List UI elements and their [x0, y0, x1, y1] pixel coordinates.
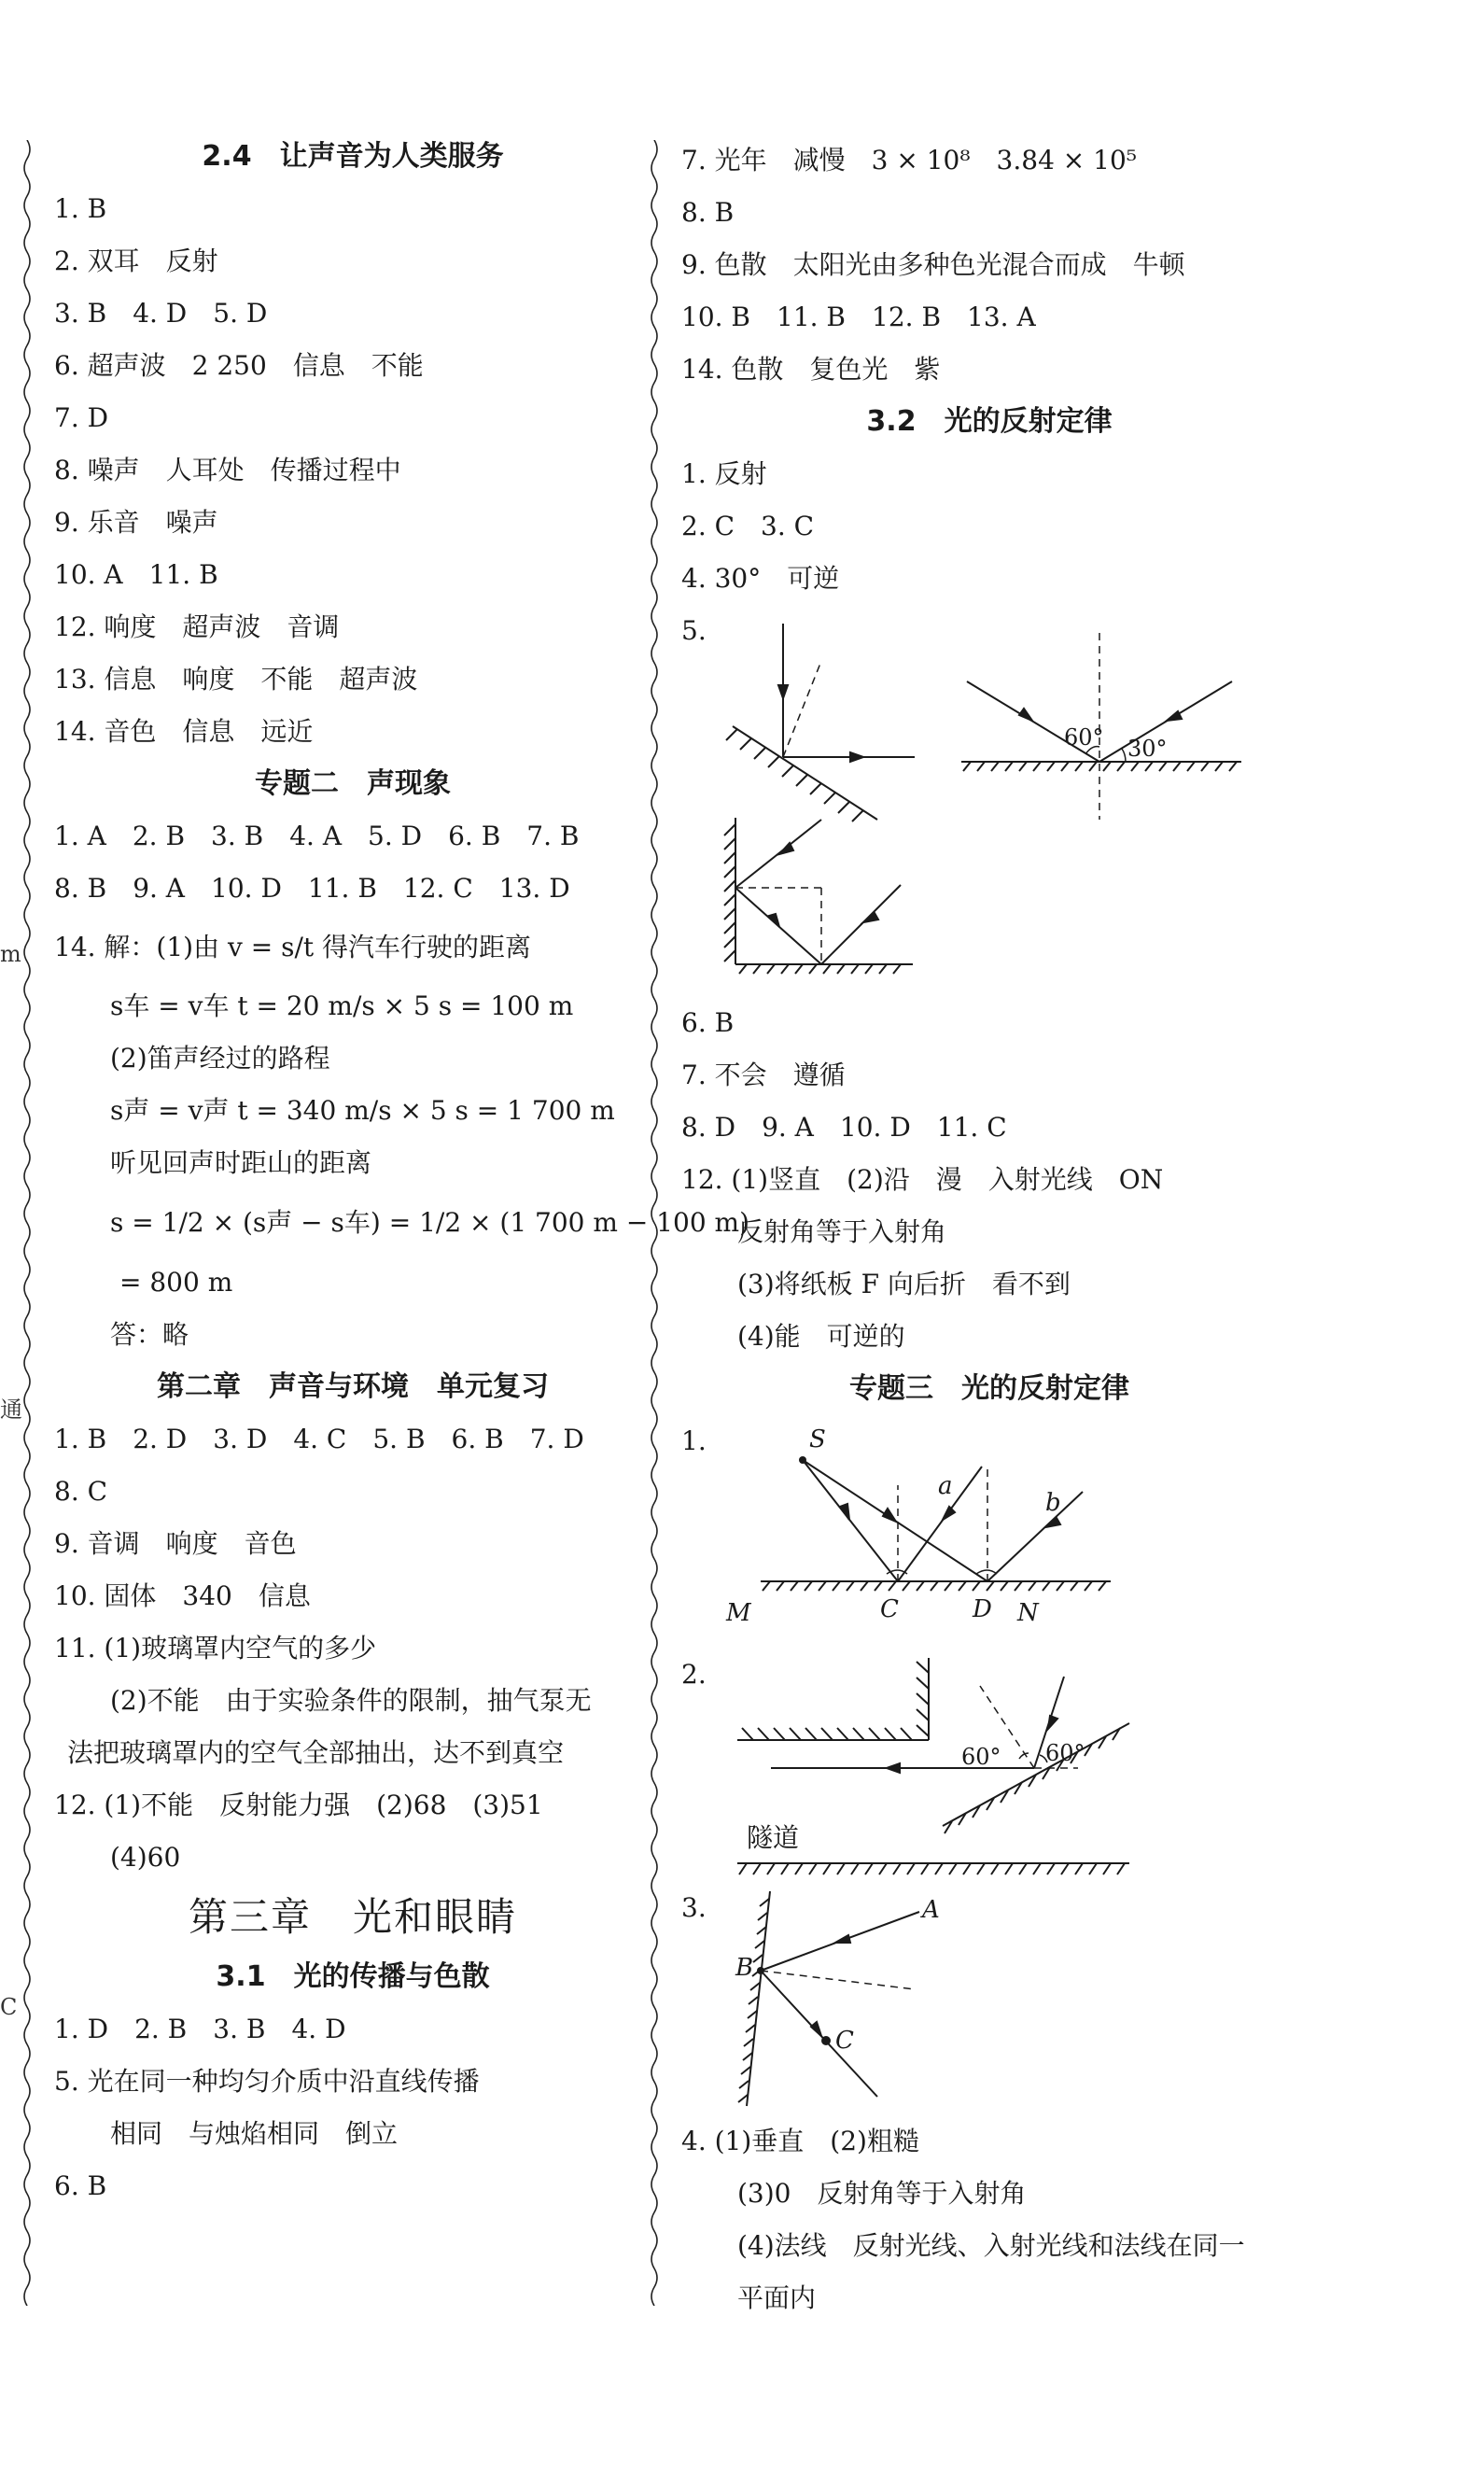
angle-label: 60°: [961, 1744, 1001, 1770]
point-label-D: D: [973, 1595, 992, 1623]
answer-line: s车 = v车 t = 20 m/s × 5 s = 100 m: [110, 990, 574, 1021]
edge-mark: 通: [0, 1397, 22, 1423]
section-title: 专题二 声现象: [255, 767, 451, 800]
answer-line: s声 = v声 t = 340 m/s × 5 s = 1 700 m: [110, 1095, 615, 1126]
answer-line: 反射角等于入射角: [737, 1216, 947, 1247]
answer-line: 11. (1)玻璃罩内空气的多少: [54, 1633, 377, 1664]
angle-label: 60°: [1045, 1740, 1085, 1766]
ray-label-a: a: [938, 1472, 953, 1500]
section-title: 第二章 声音与环境 单元复习: [157, 1370, 549, 1403]
answer-line: (3)将纸板 F 向后折 看不到: [737, 1269, 1071, 1299]
answer-line: 2.: [681, 1659, 707, 1690]
answer-line: 9. 音调 响度 音色: [54, 1528, 297, 1559]
answer-line: 12. (1)不能 反射能力强 (2)68 (3)51: [54, 1790, 543, 1820]
answer-line: 1. D 2. B 3. B 4. D: [54, 2014, 346, 2044]
figure-zt3-q2: [681, 1649, 1297, 1882]
answer-line: 3.: [681, 1892, 707, 1923]
answer-line: 8. 噪声 人耳处 传播过程中: [54, 455, 401, 485]
answer-line: (4)法线 反射光线、入射光线和法线在同一: [737, 2230, 1245, 2261]
answer-line: 14. 解：(1)由 v = s/t 得汽车行驶的距离: [54, 932, 532, 962]
answer-line: 10. B 11. B 12. B 13. A: [681, 302, 1036, 332]
answer-line: 1.: [681, 1425, 707, 1456]
figure-zt3-q3: [681, 1882, 1297, 2115]
answer-line: (2)笛声经过的路程: [110, 1043, 330, 1074]
answer-line: 12. 响度 超声波 音调: [54, 611, 340, 642]
q5-diagrams: [681, 605, 1297, 997]
answer-line: 1. B 2. D 3. D 4. C 5. B 6. B 7. D: [54, 1424, 584, 1454]
answer-line: 1. 反射: [681, 458, 767, 489]
point-label-S: S: [809, 1425, 826, 1453]
answer-line: 10. A 11. B: [54, 559, 218, 590]
angle-label: 60°: [1064, 724, 1104, 751]
answer-line: (4)60: [110, 1842, 181, 1873]
angle-label: 30°: [1127, 736, 1168, 762]
q2-diagram: [681, 1649, 1297, 1882]
answer-line: 6. B: [54, 2170, 107, 2201]
answer-line: 4. (1)垂直 (2)粗糙: [681, 2126, 919, 2156]
point-label-M: M: [726, 1599, 751, 1627]
ray-label-b: b: [1045, 1489, 1061, 1517]
answer-line: 1. B: [54, 193, 107, 224]
answer-line: 5. 光在同一种均匀介质中沿直线传播: [54, 2066, 480, 2097]
answer-line: = 800 m: [119, 1267, 233, 1298]
answer-line: 8. B 9. A 10. D 11. B 12. C 13. D: [54, 873, 570, 904]
answer-line: (3)0 反射角等于入射角: [737, 2178, 1027, 2209]
tunnel-label: 隧道: [747, 1822, 800, 1853]
edge-mark: C: [0, 1994, 18, 2020]
answer-line: 8. C: [54, 1476, 108, 1507]
answer-line: 听见回声时距山的距离: [110, 1147, 372, 1178]
answer-line: 14. 音色 信息 远近: [54, 716, 314, 747]
answer-line: 4. 30° 可逆: [681, 563, 840, 594]
answer-line: 法把玻璃罩内的空气全部抽出，达不到真空: [67, 1737, 565, 1768]
section-title: 专题三 光的反射定律: [849, 1372, 1129, 1405]
point-label-B: B: [735, 1954, 754, 1982]
q3-diagram: [681, 1882, 1297, 2115]
answer-line: 9. 色散 太阳光由多种色光混合而成 牛顿: [681, 249, 1185, 280]
answer-line: (4)能 可逆的: [737, 1321, 905, 1352]
point-label-C: C: [835, 2027, 854, 2055]
answer-line: (2)不能 由于实验条件的限制，抽气泵无: [110, 1685, 592, 1716]
answer-line: 1. A 2. B 3. B 4. A 5. D 6. B 7. B: [54, 821, 580, 851]
answer-line: 平面内: [737, 2282, 817, 2313]
figure-zt3-q1: [681, 1415, 1297, 1649]
q1-diagram: [681, 1415, 1297, 1649]
answer-line: 8. D 9. A 10. D 11. C: [681, 1112, 1007, 1143]
answer-line: 7. 光年 减慢 3 × 10⁸ 3.84 × 10⁵: [681, 145, 1138, 175]
point-label-A: A: [922, 1896, 940, 1924]
point-label-C: C: [880, 1595, 899, 1623]
answer-line: 10. 固体 340 信息: [54, 1580, 311, 1611]
answer-line: 3. B 4. D 5. D: [54, 298, 268, 329]
answer-line: 2. 双耳 反射: [54, 246, 218, 276]
answer-line: 相同 与烛焰相同 倒立: [110, 2118, 399, 2149]
answer-line: 14. 色散 复色光 紫: [681, 354, 941, 385]
answer-line: 5.: [681, 615, 707, 646]
figure-q5: [681, 605, 1297, 997]
right-column: [681, 134, 1297, 2324]
answer-line: 13. 信息 响度 不能 超声波: [54, 664, 418, 695]
left-wavy-border: [21, 140, 34, 2306]
edge-mark: m: [0, 941, 21, 967]
section-title: 3.1 光的传播与色散: [216, 1960, 490, 1993]
answer-line: s = 1/2 × (s声 − s车) = 1/2 × (1 700 m − 100 m): [110, 1207, 750, 1238]
answer-line: 7. 不会 遵循: [681, 1060, 846, 1090]
chapter-title: 第三章 光和眼睛: [188, 1894, 517, 1940]
answer-line: 12. (1)竖直 (2)沿 漫 入射光线 ON: [681, 1164, 1164, 1195]
section-title: 3.2 光的反射定律: [866, 405, 1113, 438]
answer-line: 6. 超声波 2 250 信息 不能: [54, 350, 424, 381]
answer-line: 6. B: [681, 1007, 735, 1038]
answer-line: 9. 乐音 噪声: [54, 507, 218, 538]
answer-line: 答：略: [110, 1319, 189, 1350]
point-label-N: N: [1017, 1599, 1039, 1627]
section-title: 2.4 让声音为人类服务: [202, 140, 504, 173]
answer-line: 2. C 3. C: [681, 511, 815, 541]
answer-line: 7. D: [54, 402, 109, 433]
answer-line: 8. B: [681, 197, 735, 228]
